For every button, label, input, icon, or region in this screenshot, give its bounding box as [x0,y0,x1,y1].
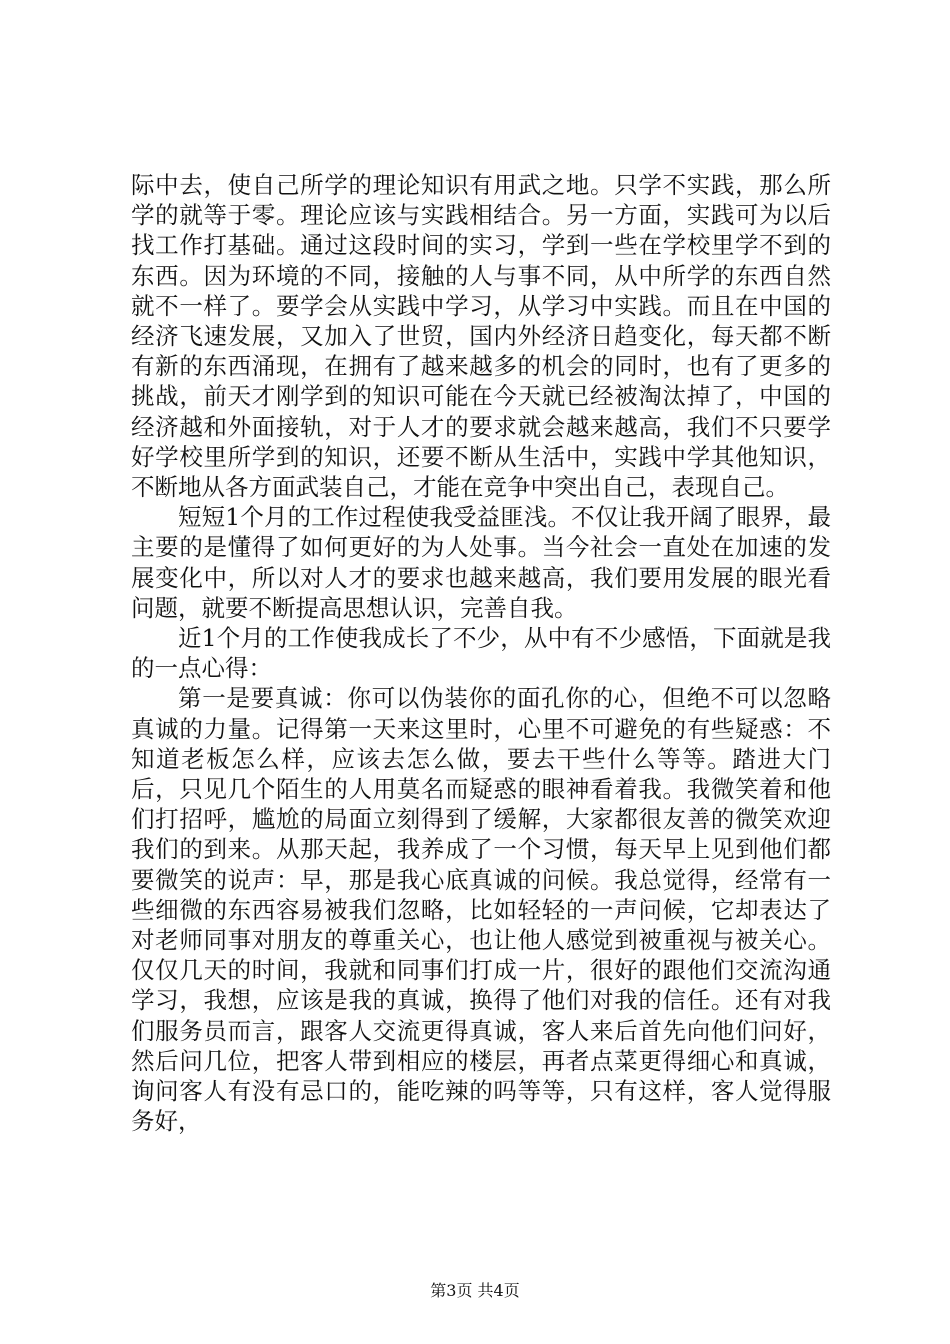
document-body [131,170,831,1137]
paragraph-reflection-intro: 近1个月的工作使我成长了不少，从中有不少感悟，下面就是我的一点心得： [131,624,831,683]
paragraph-sincerity: 第一是要真诚：你可以伪装你的面孔你的心，但绝不可以忽略真诚的力量。记得第一天来这里时，心里不可避免的有些疑惑：不知道老板怎么样，应该去怎么做，要去干些什么等等。踏进大门后，只见几个陌生的人用莫名而疑惑的眼神看着我。我微笑着和他们打招呼，尴尬的局面立刻得到了缓解，大家都很友善的微笑欢迎我们的到来。从那天起，我养成了一个习惯，每天早上见到他们都要微笑的说声：早，那是我心底真诚的问候。我总觉得，经常有一些细微的东西容易被我们忽略，比如轻轻的一声问候，它却表达了对老师同事对朋友的尊重关心，也让他人感觉到被重视与被关心。仅仅几天的时间，我就和同事们打成一片，很好的跟他们交流沟通学习，我想，应该是我的真诚，换得了他们对我的信任。还有对我们服务员而言，跟客人交流更得真诚，客人来后首先向他们问好，然后问几位，把客人带到相应的楼层，再者点菜更得细心和真诚，询问客人有没有忌口的，能吃辣的吗等等，只有这样，客人觉得服务好， [131,684,831,1136]
paragraph-benefit: 短短1个月的工作过程使我受益匪浅。不仅让我开阔了眼界，最主要的是懂得了如何更好的为人处事。当今社会一直处在加速的发展变化中，所以对人才的要求也越来越高，我们要用发展的眼光看问题，就要不断提高思想认识，完善自我。 [131,503,831,622]
paragraph-continuation: 际中去，使自己所学的理论知识有用武之地。只学不实践，那么所学的就等于零。理论应该与实践相结合。另一方面，实践可为以后找工作打基础。通过这段时间的实习，学到一些在学校里学不到的东西。因为环境的不同，接触的人与事不同，从中所学的东西自然就不一样了。要学会从实践中学习，从学习中实践。而且在中国的经济飞速发展，又加入了世贸，国内外经济日趋变化，每天都不断有新的东西涌现，在拥有了越来越多的机会的同时，也有了更多的挑战，前天才刚学到的知识可能在今天就已经被淘汰掉了，中国的经济越和外面接轨，对于人才的要求就会越来越高，我们不只要学好学校里所学到的知识，还要不断从生活中，实践中学其他知识，不断地从各方面武装自己，才能在竞争中突出自己，表现自己。 [131,171,831,502]
page-footer: 第3页 共4页 [430,1281,520,1300]
